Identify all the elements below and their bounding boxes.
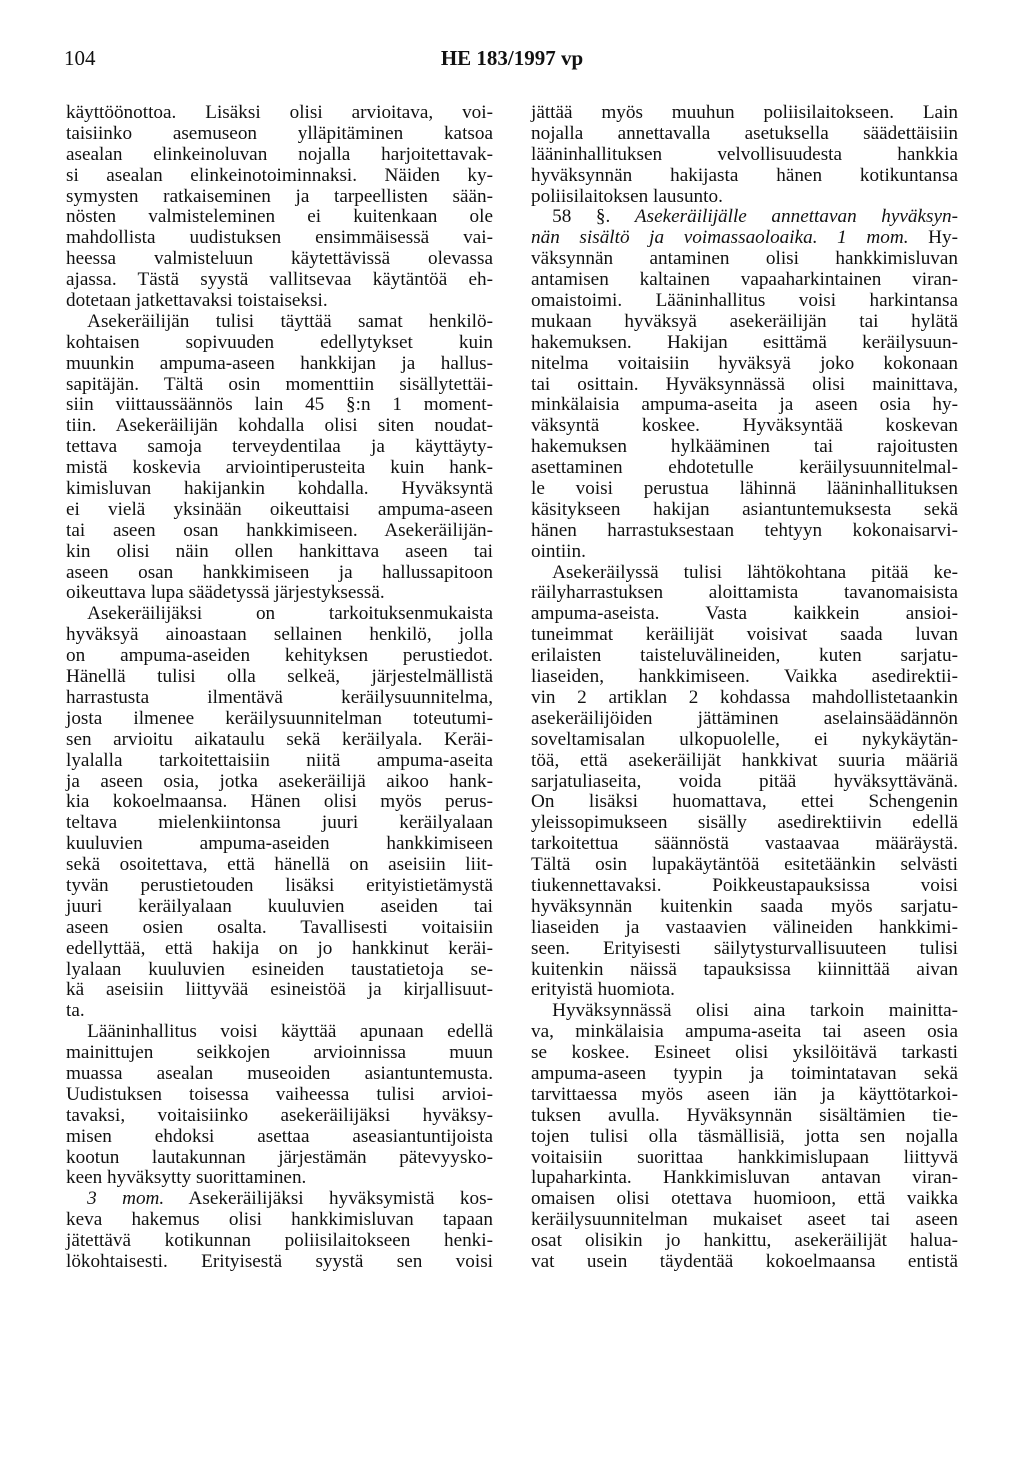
text-line: liaseiden, hankkimiseen. Vaikka asedirektii- <box>531 666 958 688</box>
text-line: jättää myös muuhun poliisilaitokseen. Lain <box>531 102 958 123</box>
text-line: kuuluvien ampuma-aseiden hankkimiseen <box>66 833 493 855</box>
text-line: hakemuksen hylkääminen tai rajoitusten <box>531 436 958 458</box>
text-line: tojen tulisi olla täsmällisiä, jotta sen nojalla <box>531 1125 958 1147</box>
text-line: josta ilmenee keräilysuunnitelman toteutumi- <box>66 707 493 729</box>
text-line: heessa valmisteluun käytettävissä olevassa <box>66 248 493 270</box>
text-line: sapitäjän. Tältä osin momenttiin sisällytettäi- <box>66 373 493 395</box>
text-line: lyalalla tarkoitettaisiin niitä ampuma-aseita <box>66 749 493 771</box>
text-line: tuneimmat keräilijät voisivat saada luvan <box>531 624 958 646</box>
text-line: hänen harrastuksestaan tehtyyn kokonaisarvi- <box>531 519 958 541</box>
text-line: sen arvioitu aikataulu sekä keräilyala. Keräi- <box>66 728 493 750</box>
text-line: symysten ratkaiseminen ja tarpeellisten sään- <box>66 185 493 207</box>
text-line: si asealan elinkeinotoiminnaksi. Näiden ky- <box>66 164 493 186</box>
text-line: räilyharrastuksen aloittamista tavanomaisista <box>531 582 958 604</box>
text-line: keva hakemus olisi hankkimisluvan tapaan <box>66 1209 493 1231</box>
text-line: töä, että asekeräilijät hankkivat suuria määriä <box>531 749 958 771</box>
text-line: edellyttää, että hakija on jo hankkinut keräi- <box>66 937 493 959</box>
text-line: tai aseen osan hankkimiseen. Asekeräilijän- <box>66 519 493 541</box>
text-line: voitaisiin suorittaa hankkimislupaan liittyvä <box>531 1146 958 1168</box>
right-text-column <box>531 103 958 1273</box>
text-line: oikeuttava lupa säädetyssä järjestyksessä. <box>66 582 385 604</box>
text-line: nän sisältö ja voimassaoloaika. 1 mom. Hy- <box>531 227 958 249</box>
text-line: mistä koskevia arviointiperusteita kuin hank- <box>66 457 493 479</box>
text-line: hyväksynnän kuitenkin saada myös sarjatu- <box>531 895 958 917</box>
text-line: tettava samoja terveydentilaa ja käyttäyty- <box>66 436 493 458</box>
document-id: HE 183/1997 vp <box>440 46 584 70</box>
text-line: väksyntä koskee. Hyväksyntää koskevan <box>531 415 958 437</box>
text-line: 58 §. Asekeräilijälle annettavan hyväksyn- <box>552 206 959 228</box>
text-line: ampuma-aseista. Vasta kaikkein ansioi- <box>531 603 958 625</box>
text-line: ja aseen osia, jotka asekeräilijä aikoo hank- <box>66 770 493 792</box>
text-line: erilaisten taisteluvälineiden, kuten sarjatu- <box>531 645 958 667</box>
text-line: lääninhallituksen velvollisuudesta hankkia <box>531 143 958 165</box>
text-line: ointiin. <box>531 540 586 562</box>
text-line: vat usein täydentää kokoelmaansa entistä <box>531 1250 958 1272</box>
text-line: 3 mom. Asekeräilijäksi hyväksymistä kos- <box>87 1188 493 1210</box>
text-line: asekeräilijöiden jättäminen aselainsäädännön <box>531 707 958 729</box>
text-line: kä aseisiin liittyvää esineistöä ja kirjallisuut- <box>66 979 493 1001</box>
text-line: tiukennettavaksi. Poikkeustapauksissa voisi <box>531 874 958 896</box>
text-line: tai osittain. Hyväksynnässä olisi mainittava, <box>531 373 958 395</box>
text-line: le voisi perustua lähinnä lääninhallituksen <box>531 478 958 500</box>
text-line: ta. <box>66 1000 85 1022</box>
text-line: poliisilaitoksen lausunto. <box>531 185 723 207</box>
text-line: Uudistuksen toisessa vaiheessa tulisi arvioi- <box>66 1083 493 1105</box>
text-line: minkälaisia ampuma-aseita ja aseen osia hy- <box>531 394 958 416</box>
text-line: omaisen olisi otettava huomioon, että vaikka <box>531 1188 958 1210</box>
text-line: Tältä osin lupakäytäntöä esitetäänkin selvästi <box>531 854 958 876</box>
text-line: keen hyväksytty suorittaminen. <box>66 1167 307 1189</box>
text-line: omaistoimi. Lääninhallitus voisi harkintansa <box>531 290 958 312</box>
text-line: Lääninhallitus voisi käyttää apunaan edellä <box>87 1021 493 1043</box>
text-line: osat olisikin jo hankittu, asekeräilijät halua- <box>531 1230 958 1252</box>
text-line: väksynnän antaminen olisi hankkimisluvan <box>531 248 958 270</box>
text-line: Hyväksynnässä olisi aina tarkoin mainitta- <box>552 1000 958 1022</box>
text-line: On lisäksi huomattava, ettei Schengenin <box>531 791 958 813</box>
text-line: harrastusta ilmentävä keräilysuunnitelma, <box>66 686 493 708</box>
text-line: ampuma-aseen tyypin ja toimintatavan sekä <box>531 1062 958 1084</box>
text-line: tavaksi, voitaisiinko asekeräilijäksi hyväksy- <box>66 1104 493 1126</box>
text-line: asettaminen ehdotetulle keräilysuunnitelmal- <box>531 457 958 479</box>
text-line: dotetaan jatkettavaksi toistaiseksi. <box>66 290 328 312</box>
text-line: mainittujen seikkojen arvioinnissa muun <box>66 1042 493 1064</box>
text-line: se koskee. Esineet olisi yksilöitävä tarkasti <box>531 1042 958 1064</box>
text-line: sarjatuliaseita, voida pitää hyväksyttävänä. <box>531 770 958 792</box>
text-line: käyttöönottoa. Lisäksi olisi arvioitava, voi- <box>66 102 493 123</box>
text-line: tiin. Asekeräilijän kohdalla olisi siten noudat- <box>66 415 493 437</box>
text-line: juuri keräilyalaan kuuluvien aseiden tai <box>66 895 493 917</box>
text-line: taisiinko asemuseon ylläpitäminen katsoa <box>66 122 493 144</box>
text-line: misen ehdoksi asettaa aseasiantuntijoista <box>66 1125 493 1147</box>
text-line: yleissopimukseen sisälly asedirektiivin edellä <box>531 812 958 834</box>
text-line: tarkoitettua säännöstä vastaavaa määräystä. <box>531 833 958 855</box>
text-line: nojalla annettavalla asetuksella säädettäisiin <box>531 122 958 144</box>
text-line: tyvän perustietouden lisäksi erityistietämystä <box>66 874 493 896</box>
text-line: keräilysuunnitelman mukaiset aseet tai aseen <box>531 1209 958 1231</box>
text-line: tarvittaessa myös aseen iän ja käyttötarkoi- <box>531 1083 958 1105</box>
text-line: kuitenkin näissä tapauksissa kiinnittää aivan <box>531 958 958 980</box>
text-line: kin olisi näin ollen hankittava aseen tai <box>66 540 493 562</box>
text-line: teltava mielenkiintonsa juuri keräilyalaan <box>66 812 493 834</box>
text-line: muassa asealan museoiden asiantuntemusta. <box>66 1062 493 1084</box>
text-line: vin 2 artiklan 2 kohdassa mahdollistetaankin <box>531 686 958 708</box>
text-line: antamisen kaltainen vapaaharkintainen viran- <box>531 269 958 291</box>
text-line: tuksen avulla. Hyväksynnän sisältämien tie- <box>531 1104 958 1126</box>
text-line: muunkin ampuma-aseen hankkijan ja hallus- <box>66 352 493 374</box>
text-line: kia kokoelmaansa. Hänen olisi myös perus- <box>66 791 493 813</box>
text-line: lökohtaisesti. Erityisestä syystä sen voisi <box>66 1250 493 1272</box>
text-line: kohtaisen sopivuuden edellytykset kuin <box>66 331 493 353</box>
text-line: ajassa. Tästä syystä vallitsevaa käytäntöä eh- <box>66 269 493 291</box>
text-line: hakemuksen. Hakijan esittämä keräilysuun- <box>531 331 958 353</box>
page-number: 104 <box>64 46 96 70</box>
text-line: hyväksynnän hakijasta hänen kotikuntansa <box>531 164 958 186</box>
text-line: nitelma voitaisiin hyväksyä joko kokonaan <box>531 352 958 374</box>
text-line: mahdollista uudistuksen ensimmäisessä vai- <box>66 227 493 249</box>
text-line: kootun lautakunnan järjestämän pätevyysko- <box>66 1146 493 1168</box>
text-line: lyalaan kuuluvien esineiden taustatietoja se- <box>66 958 493 980</box>
left-text-column <box>66 103 493 1273</box>
text-line: asealan elinkeinoluvan nojalla harjoitettavak- <box>66 143 493 165</box>
text-line: aseen osien osalta. Tavallisesti voitaisiin <box>66 916 493 938</box>
text-line: Asekeräilijän tulisi täyttää samat henkilö- <box>87 310 493 332</box>
text-line: kimisluvan hakijankin kohdalla. Hyväksyntä <box>66 478 493 500</box>
text-line: mukaan hyväksyä asekeräilijän tai hylätä <box>531 310 958 332</box>
text-line: erityistä huomiota. <box>531 979 675 1001</box>
text-line: sekä osoitettava, että hänellä on aseisiin liit- <box>66 854 493 876</box>
text-line: lupaharkinta. Hankkimisluvan antavan viran- <box>531 1167 958 1189</box>
text-line: on ampuma-aseiden kehityksen perustiedot. <box>66 645 493 667</box>
text-line: Hänellä tulisi olla selkeä, järjestelmällistä <box>66 666 493 688</box>
text-line: Asekeräilijäksi on tarkoituksenmukaista <box>87 603 493 625</box>
text-line: soveltamisalan ulkopuolelle, ei nykykäytän- <box>531 728 958 750</box>
text-line: käsitykseen hakijan asiantuntemuksesta sekä <box>531 498 958 520</box>
text-line: ei vielä yksinään oikeuttaisi ampuma-aseen <box>66 498 493 520</box>
text-line: liaseiden ja vastaavien välineiden hankkimi- <box>531 916 958 938</box>
text-line: aseen osan hankkimiseen ja hallussapitoon <box>66 561 493 583</box>
text-line: seen. Erityisesti säilytysturvallisuuteen tulisi <box>531 937 958 959</box>
text-line: nösten valmisteleminen ei kuitenkaan ole <box>66 206 493 228</box>
text-line: va, minkälaisia ampuma-aseita tai aseen osia <box>531 1021 958 1043</box>
text-line: hyväksyä ainoastaan sellainen henkilö, jolla <box>66 624 493 646</box>
text-line: jätettävä kotikunnan poliisilaitokseen henki- <box>66 1230 493 1252</box>
text-line: siin viittaussäännös lain 45 §:n 1 moment- <box>66 394 493 416</box>
text-line: Asekeräilyssä tulisi lähtökohtana pitää ke- <box>552 561 958 583</box>
